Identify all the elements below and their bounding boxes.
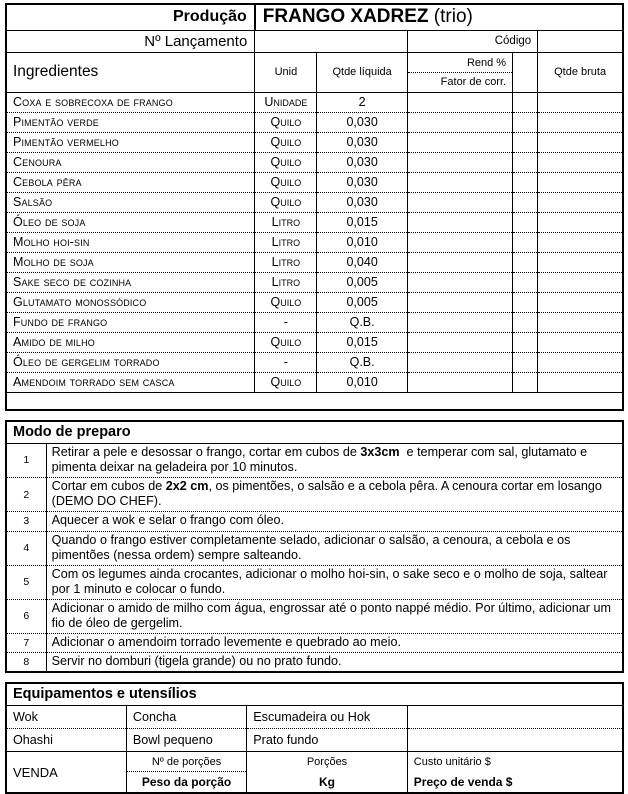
step-number: 7 [6,634,46,653]
ingredient-rend-fator[interactable] [407,153,512,173]
preparo-step-row [6,634,623,653]
ingredient-row [6,133,623,153]
ingredient-qty-liquida: 0,015 [317,213,407,233]
ingredient-row [6,193,623,213]
equipamento-cell: Wok [6,706,126,729]
ingredient-narrow-cell [513,253,538,273]
recipe-name: FRANGO XADREZ [262,6,429,28]
step-number: 3 [6,512,46,531]
preparo-step-row [6,653,623,673]
ingredient-qty-liquida: 2 [317,93,407,113]
venda-preco-col [407,752,623,794]
ingredient-qty-liquida: 0,030 [317,133,407,153]
ingredient-narrow-cell [513,333,538,353]
equipamento-cell: Escumadeira ou Hok [247,706,408,729]
ingredient-qty-bruta[interactable] [538,113,623,133]
ingredient-narrow-cell [513,133,538,153]
col-rend-fator [407,53,512,93]
preparo-header-row [6,421,623,444]
ingredient-name: Fundo de frango [6,313,255,333]
ingredient-unit: Litro [255,213,317,233]
preparo-block [5,420,624,673]
ingredient-rend-fator[interactable] [407,193,512,213]
venda-porcoes-col [126,752,246,794]
col-narrow-spacer [513,53,538,93]
ingredient-name: Amendoim torrado sem casca [6,373,255,393]
ingredient-qty-bruta[interactable] [538,253,623,273]
ingredient-name: Coxa e sobrecoxa de frango [6,93,255,113]
ingredient-unit: Unidade [255,93,317,113]
ingredient-name: Molho hoi-sin [6,233,255,253]
preparo-step-row [6,444,623,478]
block-gap-2 [5,673,624,682]
step-number: 6 [6,599,46,633]
ingredients-block [5,3,624,411]
ingredient-rend-fator[interactable] [407,313,512,333]
ingredient-rend-fator[interactable] [407,233,512,253]
ingredient-row [6,353,623,373]
step-text: Adicionar o amendoim torrado levemente e quebrado ao meio. [46,634,623,653]
venda-label: VENDA [6,752,126,794]
equipamentos-header-row [6,683,623,706]
venda-porcoes-unit-col [247,752,408,794]
ingredient-unit: Litro [255,273,317,293]
producao-label: Produção [6,4,255,31]
ingredient-row [6,333,623,353]
ingredient-narrow-cell [513,173,538,193]
column-header-row [6,53,623,93]
preparo-step-row [6,531,623,565]
step-number: 2 [6,478,46,512]
ingredient-unit: Quilo [255,173,317,193]
ingredient-row [6,113,623,133]
ingredient-rend-fator[interactable] [407,353,512,373]
preparo-step-row [6,478,623,512]
ingredient-name: Pimentão verde [6,113,255,133]
step-number: 5 [6,565,46,599]
ingredient-unit: - [255,353,317,373]
preparo-step-row [6,565,623,599]
ingredient-rend-fator[interactable] [407,133,512,153]
ingredient-name: Sake seco de cozinha [6,273,255,293]
ingredient-qty-bruta[interactable] [538,293,623,313]
col-unid: Unid [255,53,317,93]
ingredient-narrow-cell [513,233,538,253]
equipamento-cell [407,729,623,752]
ingredient-qty-liquida: 0,030 [317,193,407,213]
ingredient-narrow-cell [513,293,538,313]
step-text: Retirar a pele e desossar o frango, cortar em cubos de 3x3cm e temperar com sal, glutamato e pimenta deixar na geladeira por 10 minutos. [46,444,623,478]
ingredient-narrow-cell [513,213,538,233]
step-text: Cortar em cubos de 2x2 cm, os pimentões, o salsão e a cebola pêra. A cenoura cortar em losango (DEMO DO CHEF). [46,478,623,512]
ingredient-qty-bruta[interactable] [538,193,623,213]
ingredient-rend-fator[interactable] [407,113,512,133]
ingredient-qty-bruta[interactable] [538,93,623,113]
ingredient-narrow-cell [513,193,538,213]
recipe-suffix: (trio) [428,6,473,28]
ingredient-narrow-cell [513,373,538,393]
ingredient-rend-fator[interactable] [407,273,512,293]
ingredient-row [6,313,623,333]
ingredient-narrow-cell [513,313,538,333]
codigo-label: Código [407,31,537,53]
ingredient-unit: Litro [255,233,317,253]
ingredient-narrow-cell [513,273,538,293]
ingredient-name: Molho de soja [6,253,255,273]
lancamento-row [6,31,623,53]
lancamento-value[interactable] [255,31,407,53]
venda-preco-venda-label: Preço de venda $ [413,775,513,790]
equipamento-cell: Prato fundo [247,729,408,752]
ingredient-qty-liquida: 0,005 [317,293,407,313]
equipamentos-block [5,682,624,794]
venda-porcoes-label: Porções [306,756,348,769]
ingredient-qty-bruta[interactable] [538,313,623,333]
col-qtde-liquida: Qtde líquida [317,53,407,93]
preparo-steps [6,444,623,673]
ingredient-unit: Quilo [255,153,317,173]
venda-custo-unitario-label: Custo unitário $ [413,756,491,769]
equipamento-row [6,706,623,729]
ingredient-row [6,213,623,233]
block-gap-1 [5,411,624,420]
ingredient-row [6,233,623,253]
step-number: 4 [6,531,46,565]
step-text: Servir no domburi (tigela grande) ou no prato fundo. [46,653,623,673]
col-fator-corr: Fator de corr. [440,76,507,88]
ingredient-narrow-cell [513,93,538,113]
ingredient-qty-liquida: 0,030 [317,173,407,193]
ingredient-unit: Quilo [255,193,317,213]
ingredient-qty-bruta[interactable] [538,273,623,293]
ingredient-name: Óleo de gergelim torrado [6,353,255,373]
ingredient-row [6,253,623,273]
ingredient-row [6,273,623,293]
col-qtde-bruta: Qtde bruta [538,53,623,93]
col-ingredientes: Ingredientes [6,53,255,93]
equipamentos-rows [6,706,623,752]
codigo-value[interactable] [538,31,623,53]
step-number: 8 [6,653,46,673]
ingredient-qty-bruta[interactable] [538,213,623,233]
ingredient-unit: - [255,313,317,333]
ingredient-qty-bruta[interactable] [538,133,623,153]
ingredient-qty-liquida: 0,005 [317,273,407,293]
ingredient-rend-fator[interactable] [407,333,512,353]
recipe-title [255,4,623,31]
ingredient-unit: Quilo [255,133,317,153]
preparo-step-row [6,512,623,531]
ingredient-rend-fator[interactable] [407,293,512,313]
ingredient-unit: Quilo [255,113,317,133]
ingredient-row [6,373,623,393]
equipamento-cell: Concha [126,706,246,729]
ingredient-rows [6,93,623,393]
ingredient-rend-fator[interactable] [407,93,512,113]
ingredient-qty-liquida: 0,030 [317,153,407,173]
ingredient-qty-bruta[interactable] [538,233,623,253]
preparo-step-row [6,599,623,633]
ingredient-name: Cenoura [6,153,255,173]
table-bottom-spacer [6,393,623,411]
ingredient-rend-fator[interactable] [407,373,512,393]
ingredient-row [6,93,623,113]
ingredient-qty-liquida: 0,030 [317,113,407,133]
ingredient-qty-liquida: 0,010 [317,373,407,393]
preparo-section-title: Modo de preparo [6,421,623,444]
ingredient-qty-liquida: Q.B. [317,313,407,333]
ingredient-name: Glutamato monossódico [6,293,255,313]
col-rend-pct: Rend % [408,53,512,73]
ingredient-name: Pimentão vermelho [6,133,255,153]
step-text: Com os legumes ainda crocantes, adicionar o molho hoi-sin, o sake seco e o molho de soja, saltear por 1 minuto e colocar o fundo. [46,565,623,599]
venda-kg-label: Kg [319,775,335,790]
equipamentos-section-title: Equipamentos e utensílios [6,683,623,706]
ingredient-qty-liquida: 0,040 [317,253,407,273]
ingredient-name: Salsão [6,193,255,213]
equipamento-cell: Bowl pequeno [126,729,246,752]
ingredient-rend-fator[interactable] [407,213,512,233]
ingredient-row [6,293,623,313]
title-row [6,4,623,31]
ingredient-row [6,153,623,173]
ingredient-qty-bruta[interactable] [538,353,623,373]
ingredient-qty-liquida: 0,010 [317,233,407,253]
ingredient-qty-liquida: Q.B. [317,353,407,373]
venda-num-porcoes-label: Nº de porções [127,752,246,772]
ingredient-narrow-cell [513,353,538,373]
step-text: Aquecer a wok e selar o frango com óleo. [46,512,623,531]
ingredient-qty-liquida: 0,015 [317,333,407,353]
ingredient-qty-bruta[interactable] [538,333,623,353]
ingredient-unit: Quilo [255,293,317,313]
ingredient-unit: Quilo [255,373,317,393]
ingredient-unit: Litro [255,253,317,273]
ingredient-qty-bruta[interactable] [538,373,623,393]
step-number: 1 [6,444,46,478]
ingredient-narrow-cell [513,113,538,133]
ingredient-rend-fator[interactable] [407,173,512,193]
ingredient-qty-bruta[interactable] [538,173,623,193]
equipamento-row [6,729,623,752]
equipamento-cell [407,706,623,729]
ingredient-narrow-cell [513,153,538,173]
ingredient-rend-fator[interactable] [407,253,512,273]
ingredient-name: Cebola pêra [6,173,255,193]
ingredient-unit: Quilo [255,333,317,353]
venda-row [6,752,623,794]
step-text: Quando o frango estiver completamente selado, adicionar o salsão, a cenoura, a cebola e os pimentões (nessa ordem) sempre salteando. [46,531,623,565]
ingredient-name: Amido de milho [6,333,255,353]
step-text: Adicionar o amido de milho com água, engrossar até o ponto nappé médio. Por último, adicionar um fio de óleo de gergelim. [46,599,623,633]
venda-peso-porcao-label: Peso da porção [141,775,232,790]
ingredient-qty-bruta[interactable] [538,153,623,173]
ingredient-row [6,173,623,193]
equipamento-cell: Ohashi [6,729,126,752]
lancamento-label: Nº Lançamento [6,31,255,53]
ingredient-name: Óleo de soja [6,213,255,233]
